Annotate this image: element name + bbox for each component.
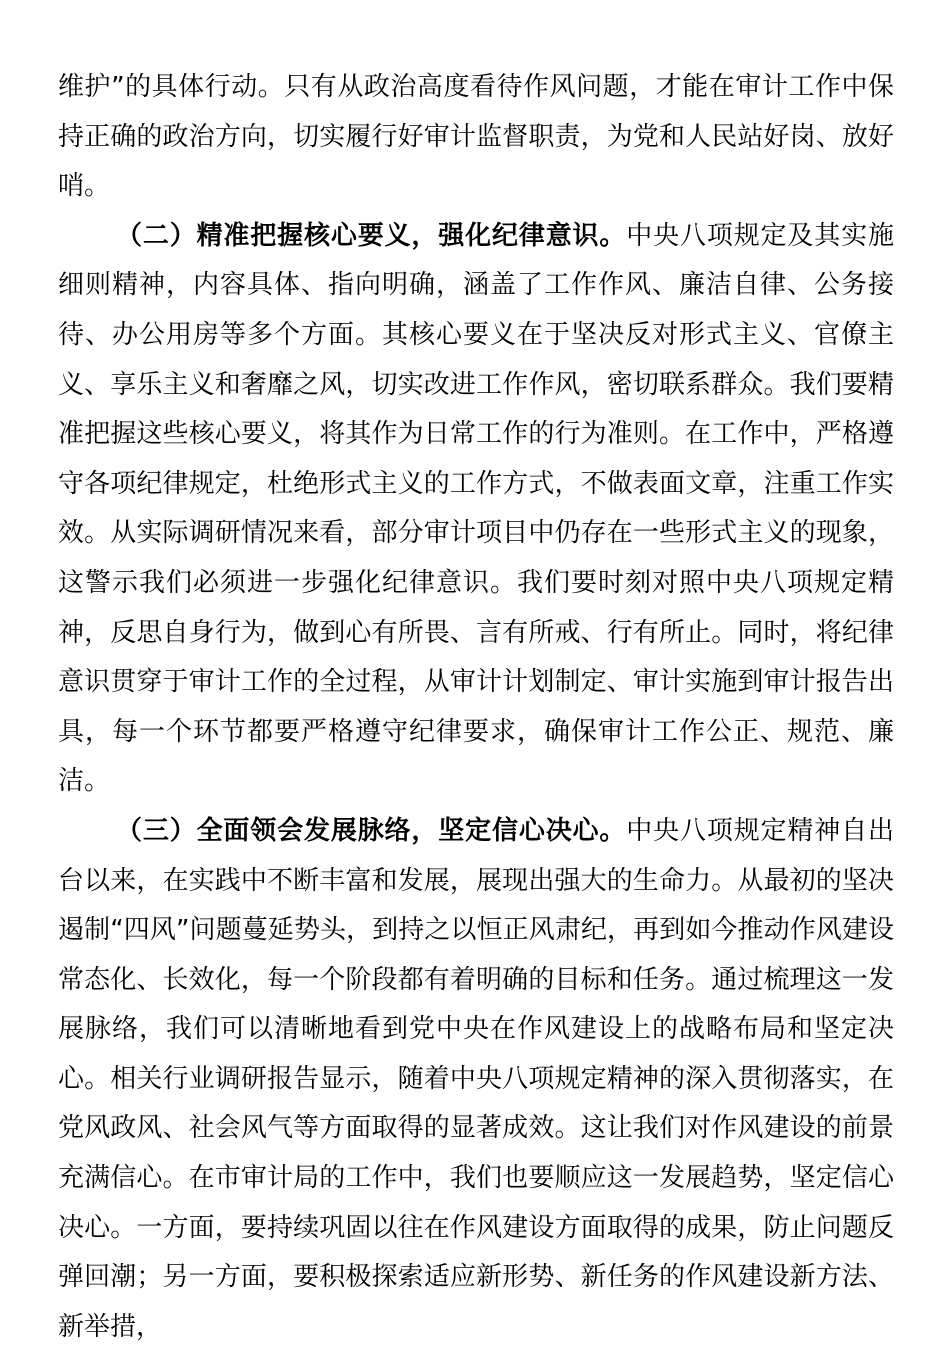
paragraph-continuation [58, 63, 894, 212]
section-heading-3: （三）全面领会发展脉络，坚定信心决心。 [116, 815, 627, 846]
paragraph-section-3 [58, 807, 894, 1352]
paragraph-text: 中央八项规定及其实施细则精神，内容具体、指向明确，涵盖了工作作风、廉洁自律、公务接待、办公用房等多个方面。其核心要义在于坚决反对形式主义、官僚主义、享乐主义和奢靡之风，切实改进工作作风，密切联系群众。我们要精准把握这些核心要义，将其作为日常工作的行为准则。在工作中，严格遵守各项纪律规定，杜绝形式主义的工作方式，不做表面文章，注重工作实效。从实际调研情况来看，部分审计项目中仍存在一些形式主义的现象，这警示我们必须进一步强化纪律意识。我们要时刻对照中央八项规定精神，反思自身行为，做到心有所畏、言有所戒、行有所止。同时，将纪律意识贯穿于审计工作的全过程，从审计计划制定、审计实施到审计报告出具，每一个环节都要严格遵守纪律要求，确保审计工作公正、规范、廉洁。 [58, 220, 894, 797]
paragraph-section-2 [58, 212, 894, 807]
section-heading-2: （二）精准把握核心要义，强化纪律意识。 [116, 220, 627, 251]
document-body [58, 63, 894, 1352]
paragraph-text: 维护”的具体行动。只有从政治高度看待作风问题，才能在审计工作中保持正确的政治方向，切实履行好审计监督职责，为党和人民站好岗、放好哨。 [58, 72, 894, 202]
paragraph-text: 中央八项规定精神自出台以来，在实践中不断丰富和发展，展现出强大的生命力。从最初的坚决遏制“四风”问题蔓延势头，到持之以恒正风肃纪，再到如今推动作风建设常态化、长效化，每一个阶段都有着明确的目标和任务。通过梳理这一发展脉络，我们可以清晰地看到党中央在作风建设上的战略布局和坚定决心。相关行业调研报告显示，随着中央八项规定精神的深入贯彻落实，在党风政风、社会风气等方面取得的显著成效。这让我们对作风建设的前景充满信心。在市审计局的工作中，我们也要顺应这一发展趋势，坚定信心决心。一方面，要持续巩固以往在作风建设方面取得的成果，防止问题反弹回潮；另一方面，要积极探索适应新形势、新任务的作风建设新方法、新举措， [58, 815, 894, 1342]
